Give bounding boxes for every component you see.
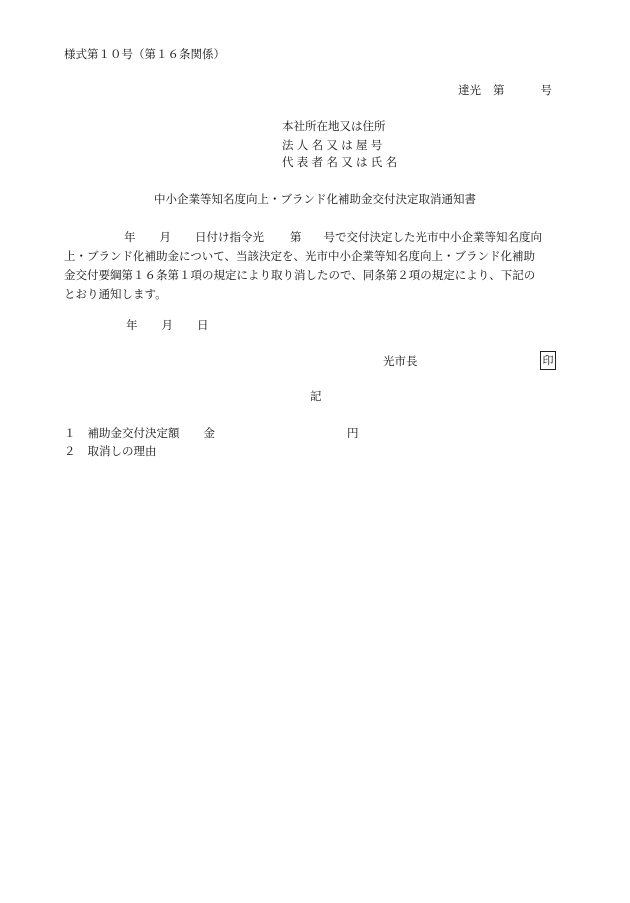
body-month: 月 xyxy=(159,230,171,244)
doc-number-prefix: 達光 xyxy=(458,83,481,97)
item-decision-amount xyxy=(64,428,359,440)
item2-number: ２ xyxy=(64,444,76,458)
body-line-1 xyxy=(64,228,574,247)
addressee-address: 本社所在地又は住所 xyxy=(282,119,386,133)
doc-number-go: 号 xyxy=(540,83,552,97)
date-month: 月 xyxy=(161,318,173,332)
doc-number-dai: 第 xyxy=(493,83,505,97)
date-day: 日 xyxy=(197,318,209,332)
seal-mark: 印 xyxy=(540,351,556,370)
document-number xyxy=(458,85,552,97)
mayor-signature: 光市長 xyxy=(383,354,418,368)
form-number: 様式第１０号（第１６条関係） xyxy=(64,47,225,61)
document-title: 中小企業等知名度向上・ブランド化補助金交付決定取消通知書 xyxy=(154,192,476,206)
body-line-2: 上・ブランド化補助金について、当該決定を、光市中小企業等知名度向上・ブランド化補助 xyxy=(64,249,536,263)
body-year: 年 xyxy=(124,230,136,244)
date-year: 年 xyxy=(126,318,138,332)
item1-number: １ xyxy=(64,426,76,440)
ki-heading: 記 xyxy=(310,389,322,403)
body-dai: 第 xyxy=(290,230,302,244)
item1-kin: 金 xyxy=(203,426,215,440)
body-line-4: とおり通知します。 xyxy=(64,287,167,301)
body-line-1-tail: 号で交付決定した光市中小企業等知名度向 xyxy=(323,230,542,244)
item-cancellation-reason xyxy=(64,446,157,458)
body-order-ref: 日付け指令光 xyxy=(195,230,264,244)
item1-yen: 円 xyxy=(347,426,359,440)
body-paragraph xyxy=(64,228,574,304)
item2-label: 取消しの理由 xyxy=(87,444,157,458)
issue-date xyxy=(126,320,209,332)
addressee-representative: 代表者名又は氏名 xyxy=(282,155,401,169)
body-line-3: 金交付要綱第１６条第１項の規定により取り消したので、同条第２項の規定により、下記の xyxy=(64,268,536,282)
item1-label: 補助金交付決定額 xyxy=(87,426,180,440)
addressee-company-name: 法人名又は屋号 xyxy=(282,138,386,152)
